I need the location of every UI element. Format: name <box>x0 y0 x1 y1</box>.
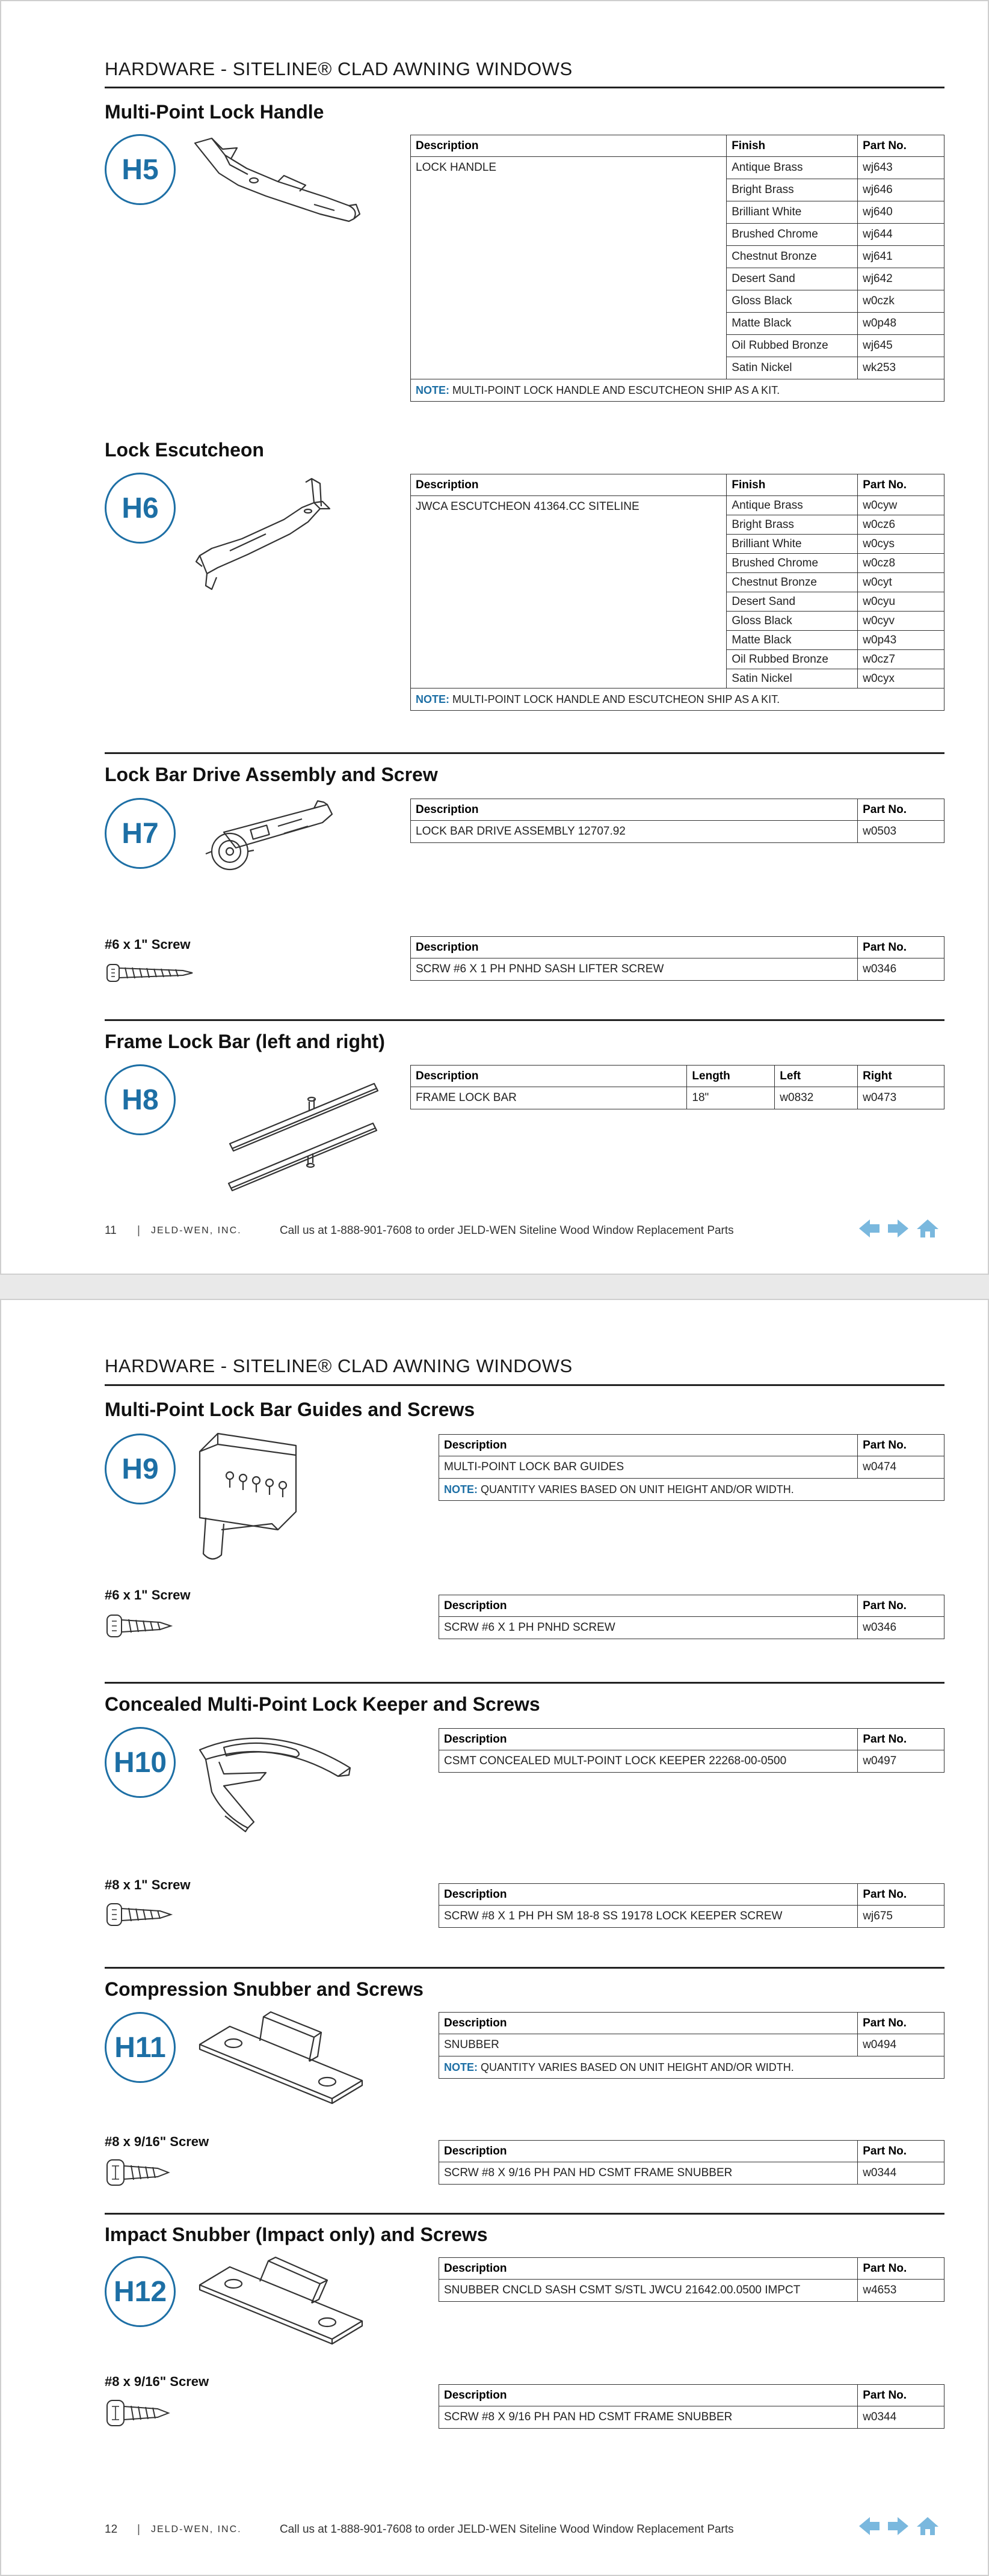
page-title: HARDWARE - SITELINE® CLAD AWNING WINDOWS <box>105 58 573 79</box>
table-row <box>439 1617 944 1639</box>
frame-lock-bar-parts-table <box>410 1065 944 1109</box>
part-number-cell: w0344 <box>858 2406 944 2429</box>
part-number-cell: wj643 <box>858 157 944 179</box>
part-number-cell: w0cyx <box>858 669 944 688</box>
description-cell: SCRW #6 X 1 PH PNHD SASH LIFTER SCREW <box>411 958 858 981</box>
table-row <box>411 958 944 981</box>
screw-parts-table-h12 <box>439 2384 944 2429</box>
note-cell <box>439 1479 944 1501</box>
finish-cell: Matte Black <box>727 313 858 335</box>
table-row <box>411 821 944 843</box>
part-badge-h8: H8 <box>105 1064 176 1135</box>
description-cell: SCRW #8 X 9/16 PH PAN HD CSMT FRAME SNUBBER <box>439 2406 858 2429</box>
table-header-row <box>439 2385 944 2406</box>
note-text: MULTI-POINT LOCK HANDLE AND ESCUTCHEON SHIP AS A KIT. <box>452 384 780 396</box>
column-header-part-no: Part No. <box>858 2385 944 2406</box>
table-header-row <box>439 1729 944 1750</box>
screw-label-h9: #6 x 1" Screw <box>105 1587 191 1602</box>
finish-cell: Antique Brass <box>727 496 858 515</box>
part-badge-h5: H5 <box>105 134 176 205</box>
part-number-cell: w0p48 <box>858 313 944 335</box>
section-heading-h11: Compression Snubber and Screws <box>105 1978 424 2000</box>
column-header-left: Left <box>775 1066 858 1087</box>
part-number-cell: wj640 <box>858 201 944 224</box>
part-number-cell: w0346 <box>858 1617 944 1639</box>
lock-handle-illustration <box>188 131 368 239</box>
finish-cell: Gloss Black <box>727 290 858 313</box>
order-phone-text: Call us at 1-888-901-7608 to order JELD-WEN Siteline Wood Window Replacement Parts <box>279 2523 734 2536</box>
table-header-row <box>411 937 944 958</box>
note-text: MULTI-POINT LOCK HANDLE AND ESCUTCHEON SHIP AS A KIT. <box>452 693 780 705</box>
description-cell: MULTI-POINT LOCK BAR GUIDES <box>439 1456 858 1479</box>
column-header-part-no: Part No. <box>858 474 944 496</box>
lock-bar-guides-parts-table <box>439 1434 944 1501</box>
compression-snubber-illustration <box>194 2008 368 2111</box>
part-number-cell: wj642 <box>858 268 944 290</box>
screw-parts-table-h10 <box>439 1883 944 1928</box>
description-cell: CSMT CONCEALED MULT-POINT LOCK KEEPER 22268-00-0500 <box>439 1750 858 1773</box>
column-header-description: Description <box>411 474 727 496</box>
length-cell: 18" <box>687 1087 775 1109</box>
catalog-page-12 <box>0 1299 989 2576</box>
table-header-row <box>439 1595 944 1617</box>
column-header-part-no: Part No. <box>858 1729 944 1750</box>
table-row <box>439 1750 944 1773</box>
note-row <box>411 379 944 402</box>
column-header-part-no: Part No. <box>858 2141 944 2162</box>
column-header-part-no: Part No. <box>858 1595 944 1617</box>
section-divider <box>105 752 944 754</box>
table-header-row <box>439 1884 944 1906</box>
part-number-cell: wj675 <box>858 1906 944 1928</box>
table-header-row <box>411 799 944 821</box>
part-number-cell: wj645 <box>858 335 944 357</box>
finish-cell: Brushed Chrome <box>727 224 858 246</box>
lock-bar-drive-parts-table <box>410 799 944 843</box>
column-header-description: Description <box>411 937 858 958</box>
part-badge-h10: H10 <box>105 1727 176 1798</box>
page-footer <box>105 1224 734 1237</box>
finish-cell: Oil Rubbed Bronze <box>727 650 858 669</box>
part-number-cell: wj644 <box>858 224 944 246</box>
part-number-cell: w0cz6 <box>858 515 944 535</box>
part-number-cell: w0474 <box>858 1456 944 1479</box>
finish-cell: Oil Rubbed Bronze <box>727 335 858 357</box>
page-number: 11 <box>105 1224 117 1237</box>
screw-parts-table-h11 <box>439 2140 944 2185</box>
part-number-cell: w0cys <box>858 535 944 554</box>
description-cell: FRAME LOCK BAR <box>411 1087 687 1109</box>
section-divider <box>105 1682 944 1684</box>
column-header-part-no: Part No. <box>858 799 944 821</box>
part-number-cell: w0503 <box>858 821 944 843</box>
screw-icon <box>105 1613 177 1639</box>
part-number-cell: wk253 <box>858 357 944 379</box>
title-rule <box>105 87 944 88</box>
page-title: HARDWARE - SITELINE® CLAD AWNING WINDOWS <box>105 1355 573 1376</box>
section-heading-h10: Concealed Multi-Point Lock Keeper and Screws <box>105 1693 540 1715</box>
finish-cell: Bright Brass <box>727 179 858 201</box>
table-header-row <box>439 2141 944 2162</box>
title-rule <box>105 1384 944 1386</box>
finish-cell: Brilliant White <box>727 535 858 554</box>
page-footer <box>105 2523 734 2536</box>
note-label: NOTE: <box>444 2061 478 2073</box>
part-badge-h7: H7 <box>105 798 176 869</box>
arrow-left-icon[interactable] <box>858 1218 881 1242</box>
note-cell <box>411 688 944 711</box>
finish-cell: Chestnut Bronze <box>727 246 858 268</box>
finish-cell: Desert Sand <box>727 268 858 290</box>
finish-cell: Chestnut Bronze <box>727 573 858 592</box>
table-header-row <box>439 2013 944 2034</box>
footer-separator: | <box>137 1224 140 1237</box>
frame-lock-bar-illustration <box>224 1060 380 1198</box>
section-heading-h12: Impact Snubber (Impact only) and Screws <box>105 2224 488 2245</box>
table-row <box>439 2406 944 2429</box>
table-row <box>439 2034 944 2056</box>
description-cell: SCRW #6 X 1 PH PNHD SCREW <box>439 1617 858 1639</box>
footer-separator: | <box>137 2523 140 2536</box>
screw-icon <box>105 962 195 984</box>
arrow-right-icon[interactable] <box>887 1218 910 1242</box>
description-cell: SCRW #8 X 9/16 PH PAN HD CSMT FRAME SNUBBER <box>439 2162 858 2185</box>
column-header-part-no: Part No. <box>858 2013 944 2034</box>
order-phone-text: Call us at 1-888-901-7608 to order JELD-WEN Siteline Wood Window Replacement Parts <box>279 1224 734 1237</box>
screw-parts-table-h9 <box>439 1595 944 1639</box>
column-header-finish: Finish <box>727 135 858 157</box>
finish-cell: Satin Nickel <box>727 669 858 688</box>
part-number-cell: w0p43 <box>858 631 944 650</box>
part-number-cell: w0cyt <box>858 573 944 592</box>
part-badge-h12: H12 <box>105 2256 176 2327</box>
right-part-cell: w0473 <box>858 1087 944 1109</box>
part-number-cell: wj641 <box>858 246 944 268</box>
part-number-cell: w0czk <box>858 290 944 313</box>
impact-snubber-illustration <box>194 2255 368 2357</box>
part-number-cell: w0cyw <box>858 496 944 515</box>
column-header-description: Description <box>439 1729 858 1750</box>
section-divider <box>105 1967 944 1969</box>
table-row <box>439 2280 944 2302</box>
column-header-description: Description <box>439 1435 858 1456</box>
screw-icon <box>105 2398 177 2428</box>
column-header-description: Description <box>411 799 858 821</box>
arrow-left-icon[interactable] <box>858 2516 881 2539</box>
description-cell: SNUBBER <box>439 2034 858 2056</box>
description-cell: SCRW #8 X 1 PH PH SM 18-8 SS 19178 LOCK KEEPER SCREW <box>439 1906 858 1928</box>
screw-label-h12: #8 x 9/16" Screw <box>105 2374 209 2389</box>
company-name: JELD-WEN, INC. <box>150 2524 242 2535</box>
column-header-part-no: Part No. <box>858 1884 944 1906</box>
table-row <box>411 496 944 515</box>
part-badge-h9: H9 <box>105 1434 176 1504</box>
column-header-description: Description <box>439 2141 858 2162</box>
finish-cell: Brushed Chrome <box>727 554 858 573</box>
section-heading-h6: Lock Escutcheon <box>105 439 264 461</box>
column-header-finish: Finish <box>727 474 858 496</box>
part-number-cell: w4653 <box>858 2280 944 2302</box>
column-header-description: Description <box>411 1066 687 1087</box>
part-number-cell: wj646 <box>858 179 944 201</box>
column-header-description: Description <box>439 2258 858 2280</box>
part-number-cell: w0494 <box>858 2034 944 2056</box>
escutcheon-illustration <box>194 471 338 592</box>
section-heading-h8: Frame Lock Bar (left and right) <box>105 1031 385 1052</box>
description-cell: LOCK HANDLE <box>411 157 727 379</box>
note-text: QUANTITY VARIES BASED ON UNIT HEIGHT AND/OR WIDTH. <box>481 2061 794 2073</box>
table-row <box>439 1906 944 1928</box>
home-icon[interactable] <box>916 1218 940 1242</box>
left-part-cell: w0832 <box>775 1087 858 1109</box>
part-number-cell: w0346 <box>858 958 944 981</box>
lock-bar-drive-illustration <box>194 796 344 880</box>
column-header-description: Description <box>439 1884 858 1906</box>
lock-bar-guide-illustration <box>188 1428 308 1566</box>
column-header-right: Right <box>858 1066 944 1087</box>
table-header-row <box>411 1066 944 1087</box>
finish-cell: Antique Brass <box>727 157 858 179</box>
screw-parts-table-h7 <box>410 936 944 981</box>
column-header-part-no: Part No. <box>858 135 944 157</box>
section-heading-h9: Multi-Point Lock Bar Guides and Screws <box>105 1399 475 1420</box>
table-header-row <box>411 474 944 496</box>
finish-cell: Satin Nickel <box>727 357 858 379</box>
column-header-description: Description <box>439 1595 858 1617</box>
page-number: 12 <box>105 2523 118 2536</box>
impact-snubber-parts-table <box>439 2257 944 2302</box>
finish-cell: Desert Sand <box>727 592 858 612</box>
description-cell: SNUBBER CNCLD SASH CSMT S/STL JWCU 21642.00.0500 IMPCT <box>439 2280 858 2302</box>
note-row <box>439 2056 944 2079</box>
note-cell <box>411 379 944 402</box>
arrow-right-icon[interactable] <box>887 2516 910 2539</box>
column-header-length: Length <box>687 1066 775 1087</box>
part-badge-h6: H6 <box>105 473 176 544</box>
table-header-row <box>411 135 944 157</box>
part-number-cell: w0497 <box>858 1750 944 1773</box>
note-row <box>439 1479 944 1501</box>
table-row <box>411 157 944 179</box>
lock-keeper-parts-table <box>439 1728 944 1773</box>
escutcheon-parts-table <box>410 474 944 711</box>
part-badge-h11: H11 <box>105 2012 176 2083</box>
home-icon[interactable] <box>916 2516 940 2539</box>
catalog-page-11 <box>0 0 989 1275</box>
table-row <box>411 1087 944 1109</box>
finish-cell: Gloss Black <box>727 612 858 631</box>
company-name: JELD-WEN, INC. <box>150 1225 242 1236</box>
column-header-part-no: Part No. <box>858 937 944 958</box>
lock-handle-parts-table <box>410 135 944 402</box>
note-label: NOTE: <box>416 384 449 396</box>
section-divider <box>105 1019 944 1021</box>
column-header-part-no: Part No. <box>858 2258 944 2280</box>
section-heading-h7: Lock Bar Drive Assembly and Screw <box>105 764 438 785</box>
note-label: NOTE: <box>416 693 449 705</box>
table-header-row <box>439 1435 944 1456</box>
column-header-description: Description <box>411 135 727 157</box>
note-cell <box>439 2056 944 2079</box>
table-row <box>439 1456 944 1479</box>
column-header-description: Description <box>439 2385 858 2406</box>
note-text: QUANTITY VARIES BASED ON UNIT HEIGHT AND/OR WIDTH. <box>481 1483 794 1495</box>
table-row <box>439 2162 944 2185</box>
screw-label-h10: #8 x 1" Screw <box>105 1877 191 1892</box>
lock-keeper-illustration <box>188 1726 368 1834</box>
section-heading-h5: Multi-Point Lock Handle <box>105 101 324 123</box>
column-header-description: Description <box>439 2013 858 2034</box>
finish-cell: Matte Black <box>727 631 858 650</box>
part-number-cell: w0344 <box>858 2162 944 2185</box>
column-header-part-no: Part No. <box>858 1435 944 1456</box>
screw-label-h7: #6 x 1" Screw <box>105 937 191 952</box>
part-number-cell: w0cz8 <box>858 554 944 573</box>
page-navigation <box>858 2516 940 2539</box>
screw-label-h11: #8 x 9/16" Screw <box>105 2134 209 2149</box>
note-label: NOTE: <box>444 1483 478 1495</box>
description-cell: JWCA ESCUTCHEON 41364.CC SITELINE <box>411 496 727 688</box>
screw-icon <box>105 2157 177 2188</box>
snubber-parts-table <box>439 2012 944 2079</box>
page-navigation <box>858 1218 940 1242</box>
screw-icon <box>105 1901 177 1928</box>
part-number-cell: w0cyv <box>858 612 944 631</box>
finish-cell: Brilliant White <box>727 201 858 224</box>
note-row <box>411 688 944 711</box>
finish-cell: Bright Brass <box>727 515 858 535</box>
section-divider <box>105 2213 944 2215</box>
description-cell: LOCK BAR DRIVE ASSEMBLY 12707.92 <box>411 821 858 843</box>
part-number-cell: w0cz7 <box>858 650 944 669</box>
table-header-row <box>439 2258 944 2280</box>
part-number-cell: w0cyu <box>858 592 944 612</box>
